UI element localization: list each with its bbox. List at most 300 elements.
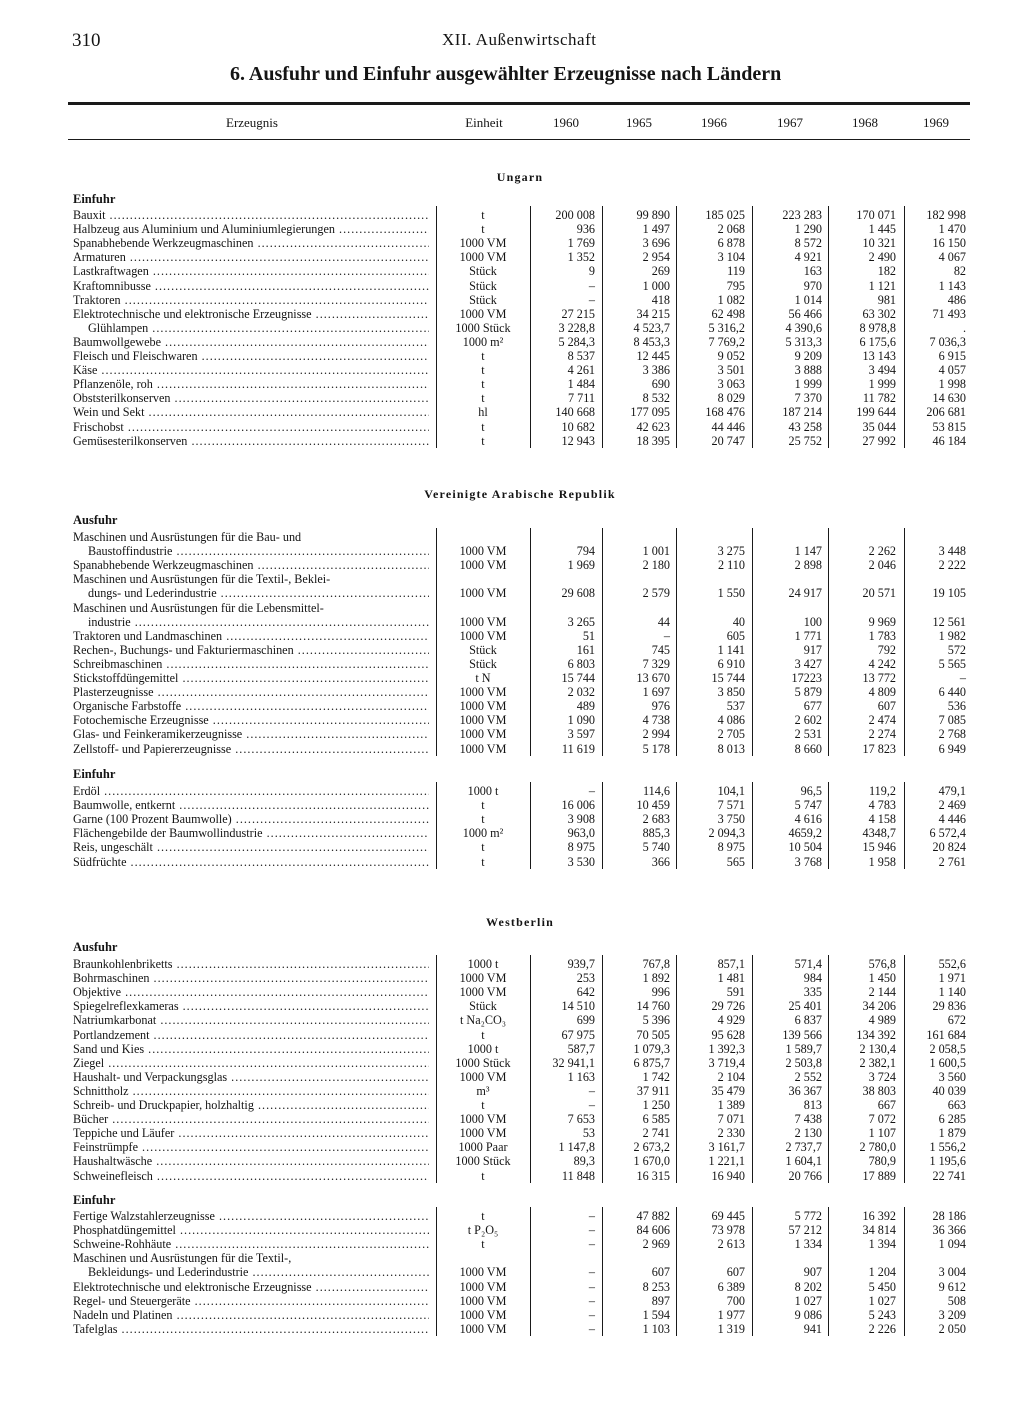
value-1969: 486 [947, 292, 966, 307]
row-label: Pflanzenöle, roh ..... [73, 377, 429, 391]
table-row [0, 1056, 1024, 1070]
value-1969: 2 058,5 [929, 1041, 966, 1056]
value-1965: 12 445 [636, 349, 670, 363]
value-1969: 6 285 [938, 1112, 966, 1127]
row-unit: t [481, 1237, 485, 1252]
value-1967: 6 837 [794, 1013, 822, 1028]
value-1969: 36 366 [932, 1223, 966, 1238]
value-1968: 1 121 [868, 278, 896, 293]
value-1960: 1 352 [567, 250, 595, 265]
value-1960: 53 [582, 1126, 595, 1141]
page-number: 310 [72, 30, 101, 51]
value-1960: 67 975 [561, 1027, 595, 1042]
value-1967: 4 390,6 [785, 320, 822, 335]
table-row [0, 671, 1024, 685]
value-1968: 4 989 [868, 1013, 896, 1028]
row-label: Schreib- und Druckpapier, holzhaltig ..... [73, 1098, 429, 1112]
value-1967: 5 879 [794, 685, 822, 700]
value-1960: 1 163 [567, 1069, 595, 1084]
row-unit: t [481, 391, 485, 406]
row-label: Spanabhebende Werkzeugmaschinen ..... [73, 558, 429, 572]
table-row [0, 1223, 1024, 1237]
table-row [0, 985, 1024, 999]
value-1969: 161 684 [926, 1027, 966, 1042]
value-1960: 16 006 [561, 798, 595, 813]
value-1967: 5 313,3 [785, 334, 822, 349]
value-1960: 2 032 [567, 685, 595, 700]
row-unit: t [481, 222, 485, 237]
value-1965: 745 [651, 642, 670, 657]
value-1969: 182 998 [926, 208, 966, 222]
table-row [0, 250, 1024, 264]
row-label: Käse ..... [73, 363, 429, 377]
value-1966: 6 389 [717, 1279, 745, 1294]
value-1969: 1 556,2 [929, 1140, 966, 1155]
row-unit: 1000 VM [459, 586, 507, 601]
row-unit: 1000 VM [459, 1307, 507, 1322]
value-1967: 1 027 [794, 1293, 822, 1308]
value-1968: 607 [877, 699, 896, 714]
value-1960: 1 969 [567, 558, 595, 573]
value-1965: 10 459 [636, 798, 670, 813]
value-1960: – [588, 1321, 595, 1336]
value-1966: 700 [726, 1293, 745, 1308]
row-label: Baumwollgewebe ..... [73, 335, 429, 349]
row-label: Garne (100 Prozent Baumwolle) ..... [73, 812, 429, 826]
value-1960: 11 848 [561, 1168, 595, 1183]
value-1969: 16 150 [932, 236, 966, 251]
row-label: Schweine-Rohhäute ..... [73, 1237, 429, 1251]
column-rule [904, 782, 905, 869]
value-1967: 1 014 [794, 292, 822, 307]
value-1968: 1 445 [868, 222, 896, 237]
value-1965: 2 673,2 [633, 1140, 670, 1155]
table-row [0, 615, 1024, 629]
value-1965: 2 969 [642, 1237, 670, 1252]
row-unit: 1000 VM [459, 558, 507, 573]
value-1967: 2 602 [794, 713, 822, 728]
table-row [0, 405, 1024, 419]
value-1966: 4 086 [717, 713, 745, 728]
value-1960: 963,0 [567, 826, 595, 841]
value-1966: 16 940 [711, 1168, 745, 1183]
table-row [0, 208, 1024, 222]
group-heading: Ausfuhr [73, 513, 118, 527]
value-1960: 9 [588, 264, 595, 279]
row-unit: Stück [469, 642, 497, 657]
value-1968: 16 392 [862, 1209, 896, 1223]
value-1965: 5 396 [642, 1013, 670, 1028]
value-1968: 2 262 [868, 544, 896, 559]
value-1960: 51 [582, 628, 595, 643]
value-1968: 2 144 [868, 985, 896, 1000]
value-1960: – [588, 278, 595, 293]
value-1967: 7 370 [794, 391, 822, 406]
value-1965: 4 523,7 [633, 320, 670, 335]
value-1960: 699 [576, 1013, 595, 1028]
value-1968: 1 999 [868, 377, 896, 392]
table-row [0, 629, 1024, 643]
value-1965: 996 [651, 985, 670, 1000]
row-label: Tafelglas ..... [73, 1322, 429, 1336]
value-1969: 552,6 [938, 957, 966, 971]
value-1967: 9 209 [794, 349, 822, 363]
table-row [0, 307, 1024, 321]
column-rule [602, 955, 603, 1183]
chapter-heading: XII. Außenwirtschaft [442, 30, 597, 49]
row-label: Fleisch und Fleischwaren ..... [73, 349, 429, 363]
value-1969: 28 186 [932, 1209, 966, 1223]
column-rule [752, 206, 753, 448]
row-unit: t [481, 433, 485, 448]
table-row [0, 293, 1024, 307]
value-1967: 335 [803, 985, 822, 1000]
row-unit: 1000 Paar [458, 1140, 508, 1155]
value-1969: 82 [953, 264, 966, 279]
value-1966: 62 498 [711, 306, 745, 321]
section-heading: Vereinigte Arabische Republik [424, 487, 616, 501]
column-rule [828, 206, 829, 448]
value-1968: 780,9 [868, 1154, 896, 1169]
value-1968: 2 274 [868, 727, 896, 742]
value-1967: 56 466 [788, 306, 822, 321]
table-row [0, 812, 1024, 826]
column-rule [828, 528, 829, 756]
value-1969: 672 [947, 1013, 966, 1028]
table-row [0, 1042, 1024, 1056]
value-1969: 1 143 [938, 278, 966, 293]
row-unit: t [481, 798, 485, 813]
value-1960: – [588, 1083, 595, 1098]
value-1969: 5 565 [938, 656, 966, 671]
value-1969: 4 446 [938, 812, 966, 827]
value-1967: 3 768 [794, 854, 822, 869]
value-1968: 8 978,8 [859, 320, 896, 335]
header-year-1968: 1968 [852, 115, 878, 130]
row-unit: 1000 VM [459, 1321, 507, 1336]
value-1968: 3 724 [868, 1069, 896, 1084]
value-1968: 1 783 [868, 628, 896, 643]
value-1968: 17 889 [862, 1168, 896, 1183]
value-1967: 57 212 [788, 1223, 822, 1238]
value-1966: 1 392,3 [708, 1041, 745, 1056]
value-1968: 576,8 [868, 957, 896, 971]
value-1965: 18 395 [636, 433, 670, 448]
row-label: Regel- und Steuergeräte ..... [73, 1294, 429, 1308]
value-1960: – [588, 1279, 595, 1294]
value-1967: 25 752 [788, 433, 822, 448]
row-unit: t [481, 854, 485, 869]
value-1965: 8 453,3 [633, 334, 670, 349]
value-1968: 667 [877, 1098, 896, 1112]
table-row [0, 957, 1024, 971]
value-1966: 6 910 [717, 656, 745, 671]
row-label: Traktoren und Landmaschinen ..... [73, 629, 429, 643]
value-1967: 24 917 [788, 586, 822, 601]
value-1969: 6 915 [938, 349, 966, 363]
value-1965: 1 497 [642, 222, 670, 237]
table-row [0, 840, 1024, 854]
column-rule [676, 1207, 677, 1336]
value-1966: 3 161,7 [708, 1140, 745, 1155]
column-rule [904, 955, 905, 1183]
value-1965: 1 079,3 [633, 1041, 670, 1056]
value-1968: 5 450 [868, 1279, 896, 1294]
column-rule [602, 1207, 603, 1336]
row-label: Stickstoffdüngemittel ..... [73, 671, 429, 685]
value-1969: 1 971 [938, 971, 966, 986]
value-1965: 2 579 [642, 586, 670, 601]
value-1966: 8 029 [717, 391, 745, 406]
value-1968: 20 571 [862, 586, 896, 601]
value-1967: 4 616 [794, 812, 822, 827]
value-1960: – [588, 1265, 595, 1280]
row-unit: t P₂O₅ [467, 1223, 499, 1238]
table-row-label-line [0, 601, 1024, 615]
value-1960: 200 008 [555, 208, 595, 222]
value-1967: 139 566 [782, 1027, 822, 1042]
value-1966: 3 275 [717, 544, 745, 559]
value-1967: 10 504 [788, 840, 822, 855]
row-unit: 1000 VM [459, 1265, 507, 1280]
table-row [0, 999, 1024, 1013]
value-1960: 3 530 [567, 854, 595, 869]
value-1968: 4 809 [868, 685, 896, 700]
value-1965: 6 585 [642, 1112, 670, 1127]
table-row [0, 798, 1024, 812]
value-1969: 1 094 [938, 1237, 966, 1252]
value-1966: 1 389 [717, 1098, 745, 1112]
value-1966: 3 850 [717, 685, 745, 700]
value-1967: 20 766 [788, 1168, 822, 1183]
table-row [0, 699, 1024, 713]
value-1966: 607 [726, 1265, 745, 1280]
value-1967: 9 086 [794, 1307, 822, 1322]
value-1969: 2 222 [938, 558, 966, 573]
value-1969: – [959, 671, 966, 685]
value-1968: 13 772 [862, 671, 896, 685]
value-1960: – [588, 1223, 595, 1238]
value-1966: 1 977 [717, 1307, 745, 1322]
value-1968: 11 782 [862, 391, 896, 406]
row-label: Bekleidungs- und Lederindustrie ..... [88, 1265, 429, 1279]
value-1966: 69 445 [711, 1209, 745, 1223]
row-unit: 1000 Stück [455, 320, 511, 335]
value-1965: 2 741 [642, 1126, 670, 1141]
column-rule [530, 782, 531, 869]
row-unit: Stück [469, 278, 497, 293]
value-1968: 2 226 [868, 1321, 896, 1336]
value-1965: 34 215 [636, 306, 670, 321]
value-1967: 8 202 [794, 1279, 822, 1294]
value-1965: 976 [651, 699, 670, 714]
value-1966: 3 104 [717, 250, 745, 265]
table-row [0, 558, 1024, 572]
value-1968: 182 [877, 264, 896, 279]
section-heading: Westberlin [486, 915, 554, 929]
value-1960: 1 484 [567, 377, 595, 392]
value-1968: 792 [877, 642, 896, 657]
table-row-label-line [0, 572, 1024, 586]
value-1960: – [588, 1209, 595, 1223]
row-unit: 1000 VM [459, 685, 507, 700]
row-label: Flächengebilde der Baumwollindustrie ..... [73, 826, 429, 840]
value-1966: 35 479 [711, 1083, 745, 1098]
value-1967: 1 999 [794, 377, 822, 392]
column-rule [676, 528, 677, 756]
row-label: Baumwolle, entkernt ..... [73, 798, 429, 812]
value-1969: 479,1 [938, 784, 966, 798]
row-unit: 1000 VM [459, 1112, 507, 1127]
value-1965: 607 [651, 1265, 670, 1280]
value-1968: 9 969 [868, 614, 896, 629]
value-1960: 7 711 [568, 391, 595, 406]
row-unit: 1000 VM [459, 544, 507, 559]
value-1965: 1 892 [642, 971, 670, 986]
row-label: Wein und Sekt ..... [73, 405, 429, 419]
row-label: Fotochemische Erzeugnisse ..... [73, 713, 429, 727]
row-unit: t [481, 1098, 485, 1112]
value-1967: 163 [803, 264, 822, 279]
value-1967: 96,5 [800, 784, 822, 798]
header-year-1967: 1967 [777, 115, 803, 130]
table-row [0, 1209, 1024, 1223]
value-1966: 44 446 [711, 419, 745, 434]
row-label: Teppiche und Läufer ..... [73, 1126, 429, 1140]
value-1969: 46 184 [932, 433, 966, 448]
column-rule [904, 528, 905, 756]
value-1965: 6 875,7 [633, 1055, 670, 1070]
column-rule [530, 955, 531, 1183]
value-1969: 7 036,3 [929, 334, 966, 349]
row-unit: t [481, 377, 485, 392]
table-row [0, 1154, 1024, 1168]
value-1965: 897 [651, 1293, 670, 1308]
row-label: Armaturen ..... [73, 250, 429, 264]
table-row [0, 222, 1024, 236]
row-label: Portlandzement ..... [73, 1028, 429, 1042]
value-1968: 3 494 [868, 363, 896, 378]
value-1969: 2 761 [938, 854, 966, 869]
row-label: Traktoren ..... [73, 293, 429, 307]
value-1966: 565 [726, 854, 745, 869]
column-rule [602, 206, 603, 448]
value-1967: 1 604,1 [785, 1154, 822, 1169]
row-label: Schweinefleisch ..... [73, 1169, 429, 1183]
value-1960: 3 228,8 [558, 320, 595, 335]
column-rule [752, 528, 753, 756]
value-1960: 7 653 [567, 1112, 595, 1127]
table-row [0, 420, 1024, 434]
value-1967: 4 921 [794, 250, 822, 265]
row-label: Bücher ..... [73, 1112, 429, 1126]
value-1969: 14 630 [932, 391, 966, 406]
value-1969: 2 768 [938, 727, 966, 742]
group-heading: Einfuhr [73, 767, 116, 781]
value-1960: 89,3 [573, 1154, 595, 1169]
column-rule [828, 955, 829, 1183]
value-1968: 1 958 [868, 854, 896, 869]
row-label: Südfrüchte ..... [73, 855, 429, 869]
column-rule [904, 1207, 905, 1336]
header-product: Erzeugnis [226, 115, 278, 130]
row-label: Elektrotechnische und elektronische Erzeugnisse ..... [73, 307, 429, 321]
value-1968: 1 204 [868, 1265, 896, 1280]
row-label: Schreibmaschinen ..... [73, 657, 429, 671]
value-1968: 35 044 [862, 419, 896, 434]
value-1965: 767,8 [642, 957, 670, 971]
row-label: Feinstrümpfe ..... [73, 1140, 429, 1154]
value-1965: 2 180 [642, 558, 670, 573]
value-1966: 2 104 [717, 1069, 745, 1084]
row-unit: t [481, 208, 485, 222]
row-unit: 1000 VM [459, 614, 507, 629]
column-rule [530, 1207, 531, 1336]
row-unit: t [481, 419, 485, 434]
column-rule [602, 782, 603, 869]
value-1968: 4 158 [868, 812, 896, 827]
table-row [0, 1070, 1024, 1084]
value-1960: 794 [576, 544, 595, 559]
value-1960: 29 608 [561, 586, 595, 601]
row-label: Baustoffindustrie ..... [88, 544, 429, 558]
column-rule [828, 1207, 829, 1336]
value-1967: 223 283 [782, 208, 822, 222]
value-1965: 2 994 [642, 727, 670, 742]
value-1968: 119,2 [869, 784, 896, 798]
row-label: Glühlampen ..... [88, 321, 429, 335]
table-row [0, 1169, 1024, 1183]
value-1968: 1 450 [868, 971, 896, 986]
value-1969: 12 561 [932, 614, 966, 629]
value-1969: 1 982 [938, 628, 966, 643]
row-label: Nadeln und Platinen ..... [73, 1308, 429, 1322]
row-label: Maschinen und Ausrüstungen für die Lebensmittel- [73, 600, 324, 615]
column-rule [676, 206, 677, 448]
value-1966: 7 769,2 [708, 334, 745, 349]
value-1966: 104,1 [717, 784, 745, 798]
value-1969: 29 836 [932, 999, 966, 1014]
row-label: Bauxit ..... [73, 208, 429, 222]
table-row [0, 1237, 1024, 1251]
table-row [0, 1294, 1024, 1308]
row-unit: 1000 VM [459, 985, 507, 1000]
row-label: Erdöl ..... [73, 784, 429, 798]
row-unit: t [481, 363, 485, 378]
row-unit: t N [475, 671, 491, 685]
row-unit: 1000 VM [459, 1293, 507, 1308]
table-row [0, 1280, 1024, 1294]
value-1967: 2 737,7 [785, 1140, 822, 1155]
value-1968: 2 130,4 [859, 1041, 896, 1056]
value-1960: – [588, 1237, 595, 1252]
value-1967: 3 427 [794, 656, 822, 671]
row-label: Fertige Walzstahlerzeugnisse ..... [73, 1209, 429, 1223]
value-1968: 170 071 [856, 208, 896, 222]
value-1967: 3 888 [794, 363, 822, 378]
value-1967: 813 [803, 1098, 822, 1112]
row-unit: 1000 VM [459, 727, 507, 742]
value-1969: 1 470 [938, 222, 966, 237]
row-unit: 1000 Stück [455, 1055, 511, 1070]
value-1960: 12 943 [561, 433, 595, 448]
value-1965: 8 532 [642, 391, 670, 406]
value-1965: 8 253 [642, 1279, 670, 1294]
row-label: Elektrotechnische und elektronische Erzeugnisse ..... [73, 1280, 429, 1294]
column-rule [752, 955, 753, 1183]
value-1965: 418 [651, 292, 670, 307]
table-row [0, 742, 1024, 756]
